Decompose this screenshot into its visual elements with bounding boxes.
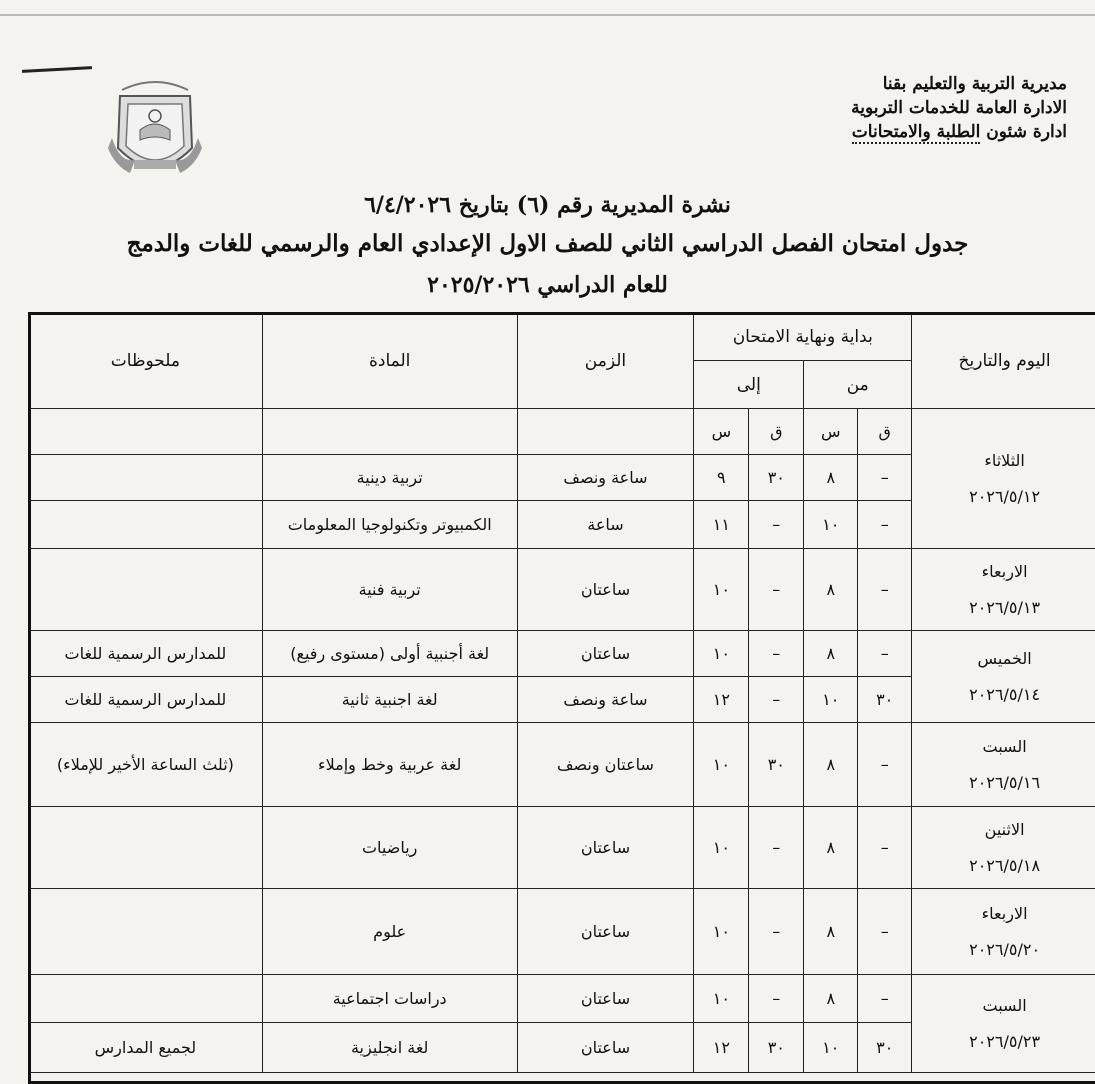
- from-minute: –: [858, 975, 912, 1023]
- notes: [29, 889, 263, 975]
- notes: [29, 501, 263, 549]
- day-date: ٢٠٢٦/٥/٢٣: [916, 1024, 1093, 1060]
- header-row: [29, 313, 1095, 361]
- from-minute: –: [858, 807, 912, 889]
- subject: رياضيات: [262, 807, 517, 889]
- table-row: [29, 631, 1095, 677]
- duration: ساعة ونصف: [517, 677, 694, 723]
- notes: [29, 975, 263, 1023]
- duration: ساعتان: [517, 631, 694, 677]
- duration: ساعة: [517, 501, 694, 549]
- empty-cell: [517, 409, 694, 455]
- from-hour: ٨: [804, 975, 858, 1023]
- from-hour-unit: س: [804, 409, 858, 455]
- notes: (ثلث الساعة الأخير للإملاء): [29, 723, 263, 807]
- day-date: ٢٠٢٦/٥/١٦: [916, 765, 1093, 801]
- table-row: [29, 807, 1095, 889]
- academic-year-title: للعام الدراسي ٢٠٢٥/٢٠٢٦: [0, 272, 1095, 298]
- header-line-1: مديرية التربية والتعليم بقنا: [851, 72, 1067, 96]
- to-minute: –: [749, 807, 804, 889]
- from-hour: ٨: [804, 455, 858, 501]
- header-subject: المادة: [262, 313, 517, 409]
- day-cell: [912, 549, 1095, 631]
- day-cell: [912, 409, 1095, 549]
- from-minute: ٣٠: [858, 1023, 912, 1073]
- to-hour: ٩: [694, 455, 749, 501]
- from-minute: –: [858, 501, 912, 549]
- to-hour: ١٠: [694, 975, 749, 1023]
- to-hour: ١٠: [694, 807, 749, 889]
- table-row: [29, 975, 1095, 1023]
- day-date: ٢٠٢٦/٥/٢٠: [916, 932, 1093, 968]
- from-hour: ٨: [804, 631, 858, 677]
- to-hour: ١١: [694, 501, 749, 549]
- day-date: ٢٠٢٦/٥/١٤: [916, 677, 1093, 713]
- notes: للمدارس الرسمية للغات: [29, 631, 263, 677]
- day-cell: [912, 807, 1095, 889]
- duration: ساعتان: [517, 889, 694, 975]
- to-minute: –: [749, 677, 804, 723]
- to-minute-unit: ق: [749, 409, 804, 455]
- table-row: [29, 549, 1095, 631]
- day-date: ٢٠٢٦/٥/١٨: [916, 848, 1093, 884]
- to-minute: –: [749, 889, 804, 975]
- subject: تربية دينية: [262, 455, 517, 501]
- header-line-3-prefix: ادارة شئون: [980, 122, 1067, 142]
- to-minute: –: [749, 501, 804, 549]
- day-name: الثلاثاء: [916, 443, 1093, 479]
- duration: ساعة ونصف: [517, 455, 694, 501]
- notes: للمدارس الرسمية للغات: [29, 677, 263, 723]
- to-hour: ١٠: [694, 889, 749, 975]
- to-minute: –: [749, 631, 804, 677]
- header-line-3: [851, 120, 1067, 144]
- subject: الكمبيوتر وتكنولوجيا المعلومات: [262, 501, 517, 549]
- from-minute: –: [858, 889, 912, 975]
- from-minute: –: [858, 455, 912, 501]
- subject: لغة اجنبية ثانية: [262, 677, 517, 723]
- from-hour: ١٠: [804, 1023, 858, 1073]
- margin-mark: [22, 66, 92, 73]
- table-row: [29, 723, 1095, 807]
- duration: ساعتان: [517, 807, 694, 889]
- directorate-seal-icon: [100, 68, 210, 188]
- exam-schedule-table: [28, 312, 1095, 1073]
- bulletin-title: نشرة المديرية رقم (٦) بتاريخ ٦/٤/٢٠٢٦: [0, 192, 1095, 218]
- from-minute: –: [858, 549, 912, 631]
- directorate-header: [851, 72, 1067, 144]
- notes: لجميع المدارس: [29, 1023, 263, 1073]
- subject: دراسات اجتماعية: [262, 975, 517, 1023]
- top-scan-line: [0, 14, 1095, 16]
- duration: ساعتان: [517, 1023, 694, 1073]
- subject: لغة عربية وخط وإملاء: [262, 723, 517, 807]
- day-name: السبت: [916, 988, 1093, 1024]
- to-hour: ١٢: [694, 1023, 749, 1073]
- subject: علوم: [262, 889, 517, 975]
- from-hour: ١٠: [804, 677, 858, 723]
- empty-cell: [262, 409, 517, 455]
- day-cell: [912, 723, 1095, 807]
- duration: ساعتان ونصف: [517, 723, 694, 807]
- to-minute: –: [749, 549, 804, 631]
- day-cell: [912, 631, 1095, 723]
- to-hour: ١٠: [694, 631, 749, 677]
- notes: [29, 455, 263, 501]
- day-name: الاربعاء: [916, 554, 1093, 590]
- day-name: الاثنين: [916, 812, 1093, 848]
- notes: [29, 807, 263, 889]
- to-minute: ٣٠: [749, 455, 804, 501]
- from-hour: ١٠: [804, 501, 858, 549]
- header-notes: ملحوظات: [29, 313, 263, 409]
- header-to: إلى: [694, 361, 804, 409]
- header-line-2: الادارة العامة للخدمات التربوية: [851, 96, 1067, 120]
- to-minute: ٣٠: [749, 1023, 804, 1073]
- from-hour: ٨: [804, 549, 858, 631]
- day-date: ٢٠٢٦/٥/١٢: [916, 479, 1093, 515]
- to-minute: –: [749, 975, 804, 1023]
- duration: ساعتان: [517, 975, 694, 1023]
- subject: لغة أجنبية أولى (مستوى رفيع): [262, 631, 517, 677]
- from-hour: ٨: [804, 889, 858, 975]
- day-name: الاربعاء: [916, 896, 1093, 932]
- notes: [29, 549, 263, 631]
- to-hour: ١٠: [694, 723, 749, 807]
- subject: تربية فنية: [262, 549, 517, 631]
- day-name: الخميس: [916, 641, 1093, 677]
- day-date: ٢٠٢٦/٥/١٣: [916, 590, 1093, 626]
- day-cell: [912, 889, 1095, 975]
- header-line-3-underlined: الطلبة والامتحانات: [852, 122, 981, 144]
- to-hour-unit: س: [694, 409, 749, 455]
- header-day-date: اليوم والتاريخ: [912, 313, 1095, 409]
- to-hour: ١٠: [694, 549, 749, 631]
- table-row: [29, 889, 1095, 975]
- to-minute: ٣٠: [749, 723, 804, 807]
- from-minute: –: [858, 631, 912, 677]
- from-minute-unit: ق: [858, 409, 912, 455]
- day-name: السبت: [916, 729, 1093, 765]
- day-cell: [912, 975, 1095, 1073]
- header-start-end: بداية ونهاية الامتحان: [694, 313, 912, 361]
- from-minute: –: [858, 723, 912, 807]
- from-hour: ٨: [804, 807, 858, 889]
- schedule-title: جدول امتحان الفصل الدراسي الثاني للصف الاول الإعدادي العام والرسمي للغات والدمج: [0, 230, 1095, 257]
- duration: ساعتان: [517, 549, 694, 631]
- header-from: من: [804, 361, 912, 409]
- from-minute: ٣٠: [858, 677, 912, 723]
- to-hour: ١٢: [694, 677, 749, 723]
- from-hour: ٨: [804, 723, 858, 807]
- empty-cell: [29, 409, 263, 455]
- header-duration: الزمن: [517, 313, 694, 409]
- subject: لغة انجليزية: [262, 1023, 517, 1073]
- unit-row: [29, 409, 1095, 455]
